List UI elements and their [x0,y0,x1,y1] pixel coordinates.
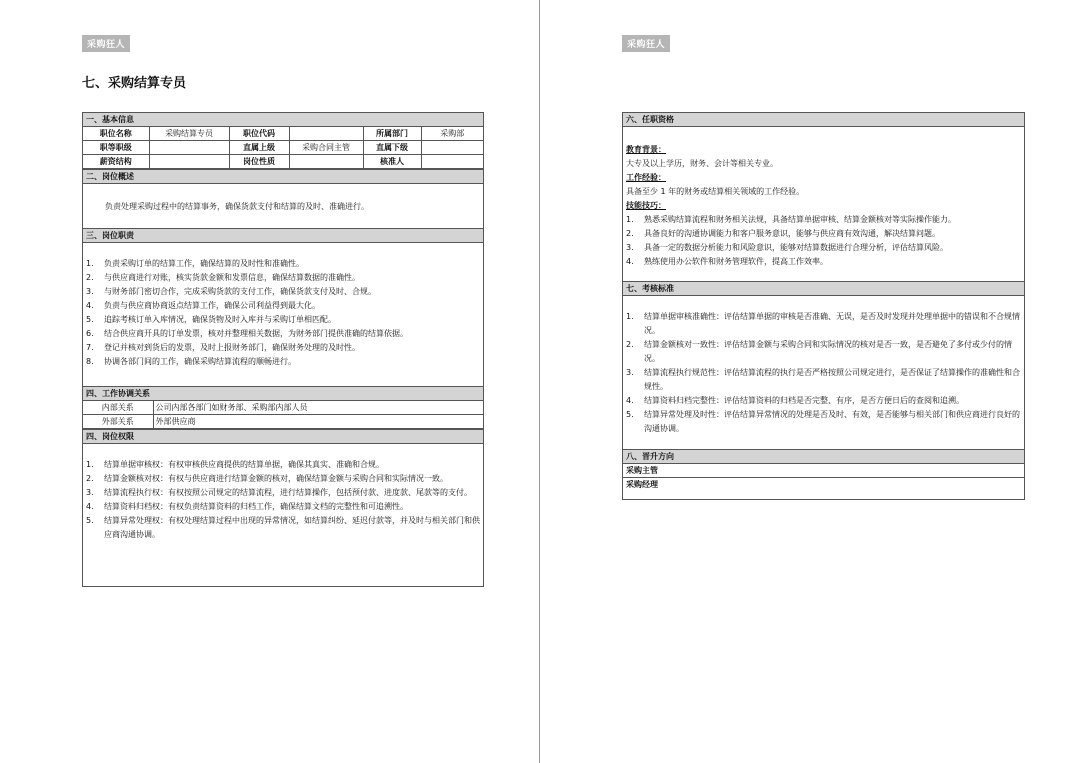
right-page [541,0,1080,763]
cell: 采购结算专员 [149,127,229,141]
page-title: 七、采购结算专员 [82,76,187,91]
cell: 所属部门 [363,127,421,141]
experience-text: 具备至少 1 年的财务或结算相关领域的工作经验。 [626,187,805,196]
section-promotion-heading: 八、晋升方向 [623,449,1024,464]
cell: 岗位性质 [229,155,289,169]
list-item: 2. 与供应商进行对账，核实货款金额和发票信息，确保结算数据的准确性。 [86,273,360,282]
authority-block [83,444,483,542]
list-item: 3. 结算流程执行权：有权按照公司规定的结算流程，进行结算操作，包括预付款、进度款、尾款等的支付。 [86,488,472,497]
list-item: 1. 结算单据审核权：有权审核供应商提供的结算单据，确保其真实、准确和合规。 [86,460,384,469]
relations-grid [83,401,483,429]
skills-list [623,213,1024,269]
overview-block [83,184,483,228]
list-item: 5. 结算异常处理及时性：评估结算异常情况的处理是否及时、有效，是否能够与相关部门和供应商进行良好的沟通协调。 [626,410,1020,433]
duties-block [83,243,483,386]
list-item: 3. 结算流程执行规范性：评估结算流程的执行是否严格按照公司规定进行，是否保证了结算操作的准确性和合规性。 [626,368,1020,391]
list-item: 1. 熟悉采购结算流程和财务相关法规，具备结算单据审核、结算金额核对等实际操作能力。 [626,215,956,224]
cell: 公司内部各部门如财务部、采购部内部人员 [153,401,483,415]
list-item: 2. 结算金额核对权：有权与供应商进行结算金额的核对，确保结算金额与采购合同和实际情况一致。 [86,474,448,483]
page-divider [539,0,540,763]
section-authority-heading: 四、岗位权限 [83,429,483,444]
list-item: 5. 追踪考核订单入库情况，确保货物及时入库并与采购订单相匹配。 [86,315,336,324]
assessment-block [623,296,1024,449]
section-duties-heading: 三、岗位职责 [83,228,483,243]
cell [149,155,229,169]
overview-text: 负责处理采购过程中的结算事务，确保货款支付和结算的及时、准确进行。 [105,201,369,211]
watermark-tag: 采购狂人 [82,35,130,52]
promotion-item: 采购经理 [623,478,1024,491]
cell: 外部关系 [83,415,153,429]
section-overview-heading: 二、岗位概述 [83,169,483,184]
list-item: 1. 负责采购订单的结算工作，确保结算的及时性和准确性。 [86,259,304,268]
cell [421,141,483,155]
cell: 职位名称 [83,127,149,141]
cell [149,141,229,155]
cell: 核准人 [363,155,421,169]
list-item: 1. 结算单据审核准确性：评估结算单据的审核是否准确、无误，是否及时发现并处理单据中的错误和不合规情况。 [626,312,1020,335]
education-text: 大专及以上学历，财务、会计等相关专业。 [626,159,778,168]
watermark-tag: 采购狂人 [622,35,670,52]
list-item: 4. 负责与供应商协商返点结算工作，确保公司利益得到最大化。 [86,301,320,310]
list-item: 4. 结算资料归档完整性：评估结算资料的归档是否完整、有序，是否方便日后的查阅和追溯。 [626,396,964,405]
list-item: 3. 与财务部门密切合作，完成采购货款的支付工作，确保货款支付及时、合规。 [86,287,376,296]
list-item: 8. 协调各部门间的工作，确保采购结算流程的顺畅进行。 [86,357,296,366]
list-item: 5. 结算异常处理权：有权处理结算过程中出现的异常情况，如结算纠纷、延迟付款等，并及时与相关部门和供应商沟通协调。 [86,516,480,539]
cell: 采购部 [421,127,483,141]
list-item: 3. 具备一定的数据分析能力和风险意识，能够对结算数据进行合理分析，评估结算风险。 [626,243,948,252]
list-item: 6. 结合供应商开具的订单发票，核对并整理相关数据，为财务部门提供准确的结算依据。 [86,329,408,338]
section-assessment-heading: 七、考核标准 [623,281,1024,296]
section-qualifications-heading: 六、任职资格 [623,113,1024,127]
experience-label: 工作经验： [626,173,666,182]
cell: 外部供应商 [153,415,483,429]
cell: 直属上级 [229,141,289,155]
job-description-table [82,112,484,587]
promotion-item: 采购主管 [623,464,1024,478]
list-item: 2. 结算金额核对一致性：评估结算金额与采购合同和实际情况的核对是否一致，是否避免了多付或少付的情况。 [626,340,1012,363]
cell: 采购合同主管 [289,141,363,155]
section-relations-heading: 四、工作协调关系 [83,386,483,401]
cell: 直属下级 [363,141,421,155]
assessment-list [623,310,1024,436]
cell: 职位代码 [229,127,289,141]
qualifications-block [623,127,1024,281]
basic-info-grid [83,127,483,169]
cell: 职等职级 [83,141,149,155]
list-item: 4. 结算资料归档权：有权负责结算资料的归档工作，确保结算文档的完整性和可追溯性。 [86,502,408,511]
authority-list [83,458,483,542]
cell [421,155,483,169]
skills-label: 技能技巧： [626,201,666,210]
cell [289,155,363,169]
duties-list [83,257,483,369]
cell: 内部关系 [83,401,153,415]
list-item: 7. 登记并核对到货后的发票，及时上报财务部门，确保财务处理的及时性。 [86,343,360,352]
job-requirements-table [622,112,1025,500]
education-label: 教育背景： [626,145,666,154]
cell [289,127,363,141]
list-item: 4. 熟练使用办公软件和财务管理软件，提高工作效率。 [626,257,828,266]
list-item: 2. 具备良好的沟通协调能力和客户服务意识，能够与供应商有效沟通，解决结算问题。 [626,229,940,238]
left-page [0,0,539,763]
cell: 薪资结构 [83,155,149,169]
section-basic-info-heading: 一、基本信息 [83,113,483,127]
